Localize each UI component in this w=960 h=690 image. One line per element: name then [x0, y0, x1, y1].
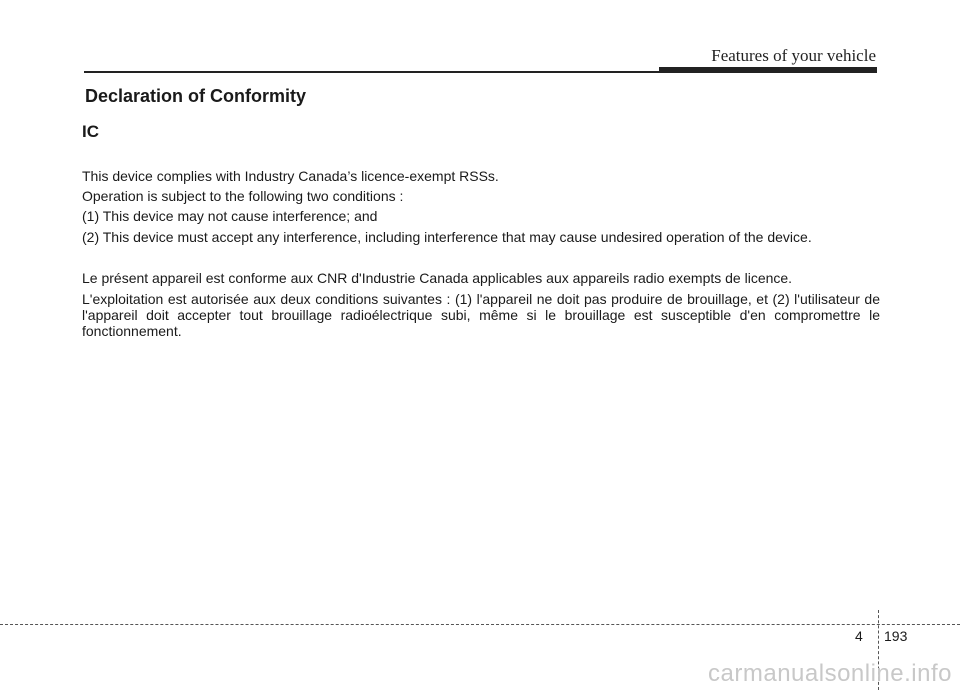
french-paragraph: Le présent appareil est conforme aux CNR d'Industrie Canada applicables aux appareils radio exempts de licence. [82, 270, 793, 286]
section-heading: IC [82, 122, 99, 141]
footer-rule [0, 624, 960, 625]
header-rule-thick [659, 67, 877, 73]
english-paragraph: (1) This device may not cause interference; and [82, 208, 378, 224]
french-paragraph: L'exploitation est autorisée aux deux conditions suivantes : (1) l'appareil ne doit pas produire de brouillage, et (2) l'utilisateur de l'appareil doit accepter tout brouillage radioélectrique subi, même si le brouillage est susceptible d'en compromettre le fonctionnement. [82, 291, 880, 339]
english-paragraph: Operation is subject to the following two conditions : [82, 188, 404, 204]
page-title: Declaration of Conformity [85, 86, 307, 106]
english-paragraph: (2) This device must accept any interference, including interference that may cause undesired operation of the device. [82, 229, 812, 245]
header-rule-thin [84, 71, 659, 73]
chapter-number: 4 [855, 628, 863, 644]
watermark: carmanualsonline.info [708, 660, 952, 687]
running-header: Features of your vehicle [711, 46, 876, 65]
page-number: 193 [884, 628, 908, 644]
english-paragraph: This device complies with Industry Canada’s licence-exempt RSSs. [82, 168, 499, 184]
